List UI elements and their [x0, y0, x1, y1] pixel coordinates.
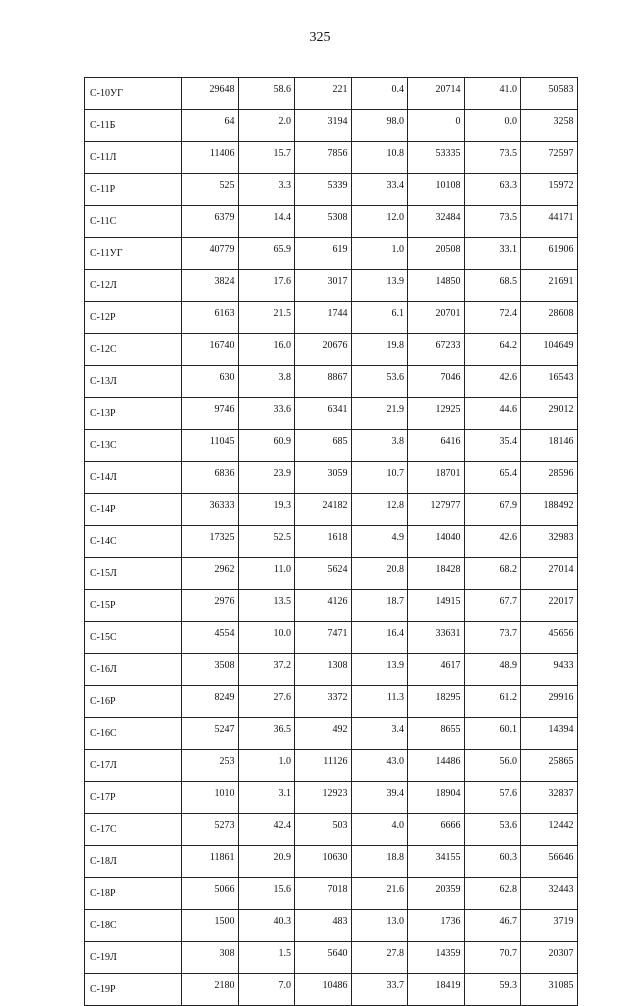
table-row [85, 750, 578, 782]
table-row [85, 974, 578, 1006]
value-cell: 0.4 [351, 78, 408, 110]
value-cell: 5247 [182, 718, 239, 750]
value-cell: 53335 [408, 142, 465, 174]
value-cell: 7856 [295, 142, 352, 174]
value-cell: 5066 [182, 878, 239, 910]
value-cell: 63.3 [464, 174, 521, 206]
value-cell: 34155 [408, 846, 465, 878]
table-row [85, 366, 578, 398]
value-cell: 20701 [408, 302, 465, 334]
value-cell: 7471 [295, 622, 352, 654]
value-cell: 33.1 [464, 238, 521, 270]
value-cell: 1.5 [238, 942, 295, 974]
row-label-cell: С-16С [85, 718, 182, 750]
row-label-cell: С-16Л [85, 654, 182, 686]
row-label-cell: С-19Л [85, 942, 182, 974]
value-cell: 8867 [295, 366, 352, 398]
value-cell: 3.8 [238, 366, 295, 398]
value-cell: 2962 [182, 558, 239, 590]
value-cell: 3194 [295, 110, 352, 142]
value-cell: 4.0 [351, 814, 408, 846]
value-cell: 32983 [521, 526, 578, 558]
page-number: 325 [309, 30, 331, 45]
value-cell: 1010 [182, 782, 239, 814]
value-cell: 14850 [408, 270, 465, 302]
row-label-cell: С-14С [85, 526, 182, 558]
value-cell: 3017 [295, 270, 352, 302]
value-cell: 12.0 [351, 206, 408, 238]
value-cell: 6341 [295, 398, 352, 430]
table-row [85, 814, 578, 846]
value-cell: 73.5 [464, 142, 521, 174]
value-cell: 53.6 [351, 366, 408, 398]
table-row [85, 686, 578, 718]
value-cell: 98.0 [351, 110, 408, 142]
table-row [85, 558, 578, 590]
value-cell: 14915 [408, 590, 465, 622]
value-cell: 11045 [182, 430, 239, 462]
value-cell: 10.7 [351, 462, 408, 494]
value-cell: 61.2 [464, 686, 521, 718]
value-cell: 5624 [295, 558, 352, 590]
value-cell: 42.4 [238, 814, 295, 846]
value-cell: 53.6 [464, 814, 521, 846]
value-cell: 525 [182, 174, 239, 206]
table-row [85, 206, 578, 238]
value-cell: 68.5 [464, 270, 521, 302]
value-cell: 16.0 [238, 334, 295, 366]
value-cell: 4.9 [351, 526, 408, 558]
value-cell: 20.8 [351, 558, 408, 590]
row-label-cell: С-17Л [85, 750, 182, 782]
value-cell: 18146 [521, 430, 578, 462]
value-cell: 18419 [408, 974, 465, 1006]
row-label-cell: С-13Л [85, 366, 182, 398]
value-cell: 12.8 [351, 494, 408, 526]
value-cell: 127977 [408, 494, 465, 526]
value-cell: 29648 [182, 78, 239, 110]
value-cell: 13.9 [351, 270, 408, 302]
value-cell: 27014 [521, 558, 578, 590]
row-label-cell: С-16Р [85, 686, 182, 718]
value-cell: 0 [408, 110, 465, 142]
value-cell: 16543 [521, 366, 578, 398]
value-cell: 3.8 [351, 430, 408, 462]
value-cell: 10486 [295, 974, 352, 1006]
value-cell: 32837 [521, 782, 578, 814]
value-cell: 13.5 [238, 590, 295, 622]
value-cell: 5273 [182, 814, 239, 846]
value-cell: 29916 [521, 686, 578, 718]
value-cell: 20359 [408, 878, 465, 910]
value-cell: 42.6 [464, 366, 521, 398]
value-cell: 12923 [295, 782, 352, 814]
row-label-cell: С-18С [85, 910, 182, 942]
value-cell: 2976 [182, 590, 239, 622]
value-cell: 3372 [295, 686, 352, 718]
value-cell: 6.1 [351, 302, 408, 334]
row-label-cell: С-15С [85, 622, 182, 654]
value-cell: 39.4 [351, 782, 408, 814]
row-label-cell: С-13С [85, 430, 182, 462]
value-cell: 28596 [521, 462, 578, 494]
value-cell: 42.6 [464, 526, 521, 558]
value-cell: 21691 [521, 270, 578, 302]
value-cell: 253 [182, 750, 239, 782]
value-cell: 43.0 [351, 750, 408, 782]
table-row [85, 654, 578, 686]
value-cell: 15.7 [238, 142, 295, 174]
value-cell: 5308 [295, 206, 352, 238]
value-cell: 14359 [408, 942, 465, 974]
value-cell: 12442 [521, 814, 578, 846]
table-row [85, 398, 578, 430]
value-cell: 67.9 [464, 494, 521, 526]
value-cell: 6836 [182, 462, 239, 494]
value-cell: 14.4 [238, 206, 295, 238]
table-row [85, 110, 578, 142]
value-cell: 62.8 [464, 878, 521, 910]
value-cell: 29012 [521, 398, 578, 430]
value-cell: 24182 [295, 494, 352, 526]
value-cell: 11.0 [238, 558, 295, 590]
value-cell: 12925 [408, 398, 465, 430]
table-row [85, 526, 578, 558]
value-cell: 73.7 [464, 622, 521, 654]
table-row [85, 238, 578, 270]
value-cell: 1744 [295, 302, 352, 334]
table-row [85, 622, 578, 654]
value-cell: 17325 [182, 526, 239, 558]
value-cell: 492 [295, 718, 352, 750]
value-cell: 32443 [521, 878, 578, 910]
value-cell: 685 [295, 430, 352, 462]
value-cell: 33.4 [351, 174, 408, 206]
row-label-cell: С-11С [85, 206, 182, 238]
value-cell: 44.6 [464, 398, 521, 430]
value-cell: 56646 [521, 846, 578, 878]
value-cell: 46.7 [464, 910, 521, 942]
value-cell: 3508 [182, 654, 239, 686]
value-cell: 28608 [521, 302, 578, 334]
value-cell: 188492 [521, 494, 578, 526]
value-cell: 3719 [521, 910, 578, 942]
value-cell: 14394 [521, 718, 578, 750]
row-label-cell: С-11Л [85, 142, 182, 174]
value-cell: 11126 [295, 750, 352, 782]
value-cell: 72597 [521, 142, 578, 174]
value-cell: 20508 [408, 238, 465, 270]
value-cell: 1618 [295, 526, 352, 558]
value-cell: 21.5 [238, 302, 295, 334]
table-row [85, 174, 578, 206]
value-cell: 64 [182, 110, 239, 142]
table-row [85, 334, 578, 366]
value-cell: 61906 [521, 238, 578, 270]
value-cell: 16740 [182, 334, 239, 366]
value-cell: 11861 [182, 846, 239, 878]
table-row [85, 142, 578, 174]
value-cell: 8249 [182, 686, 239, 718]
table-row [85, 462, 578, 494]
value-cell: 58.6 [238, 78, 295, 110]
value-cell: 6416 [408, 430, 465, 462]
table-row [85, 846, 578, 878]
table-row [85, 430, 578, 462]
value-cell: 10108 [408, 174, 465, 206]
table-row [85, 270, 578, 302]
value-cell: 3.1 [238, 782, 295, 814]
row-label-cell: С-12Р [85, 302, 182, 334]
value-cell: 64.2 [464, 334, 521, 366]
value-cell: 1500 [182, 910, 239, 942]
row-label-cell: С-18Л [85, 846, 182, 878]
value-cell: 27.6 [238, 686, 295, 718]
value-cell: 23.9 [238, 462, 295, 494]
row-label-cell: С-17Р [85, 782, 182, 814]
row-label-cell: С-14Р [85, 494, 182, 526]
value-cell: 20307 [521, 942, 578, 974]
value-cell: 21.9 [351, 398, 408, 430]
value-cell: 2.0 [238, 110, 295, 142]
value-cell: 27.8 [351, 942, 408, 974]
value-cell: 630 [182, 366, 239, 398]
value-cell: 37.2 [238, 654, 295, 686]
value-cell: 18.7 [351, 590, 408, 622]
table-row [85, 910, 578, 942]
data-table [84, 77, 578, 1006]
value-cell: 13.0 [351, 910, 408, 942]
value-cell: 4126 [295, 590, 352, 622]
row-label-cell: С-14Л [85, 462, 182, 494]
row-label-cell: С-11Б [85, 110, 182, 142]
value-cell: 65.4 [464, 462, 521, 494]
value-cell: 36.5 [238, 718, 295, 750]
value-cell: 10630 [295, 846, 352, 878]
row-label-cell: С-19Р [85, 974, 182, 1006]
value-cell: 35.4 [464, 430, 521, 462]
value-cell: 7018 [295, 878, 352, 910]
value-cell: 483 [295, 910, 352, 942]
row-label-cell: С-18Р [85, 878, 182, 910]
value-cell: 3824 [182, 270, 239, 302]
row-label-cell: С-15Л [85, 558, 182, 590]
value-cell: 6666 [408, 814, 465, 846]
value-cell: 33631 [408, 622, 465, 654]
row-label-cell: С-13Р [85, 398, 182, 430]
value-cell: 68.2 [464, 558, 521, 590]
value-cell: 18701 [408, 462, 465, 494]
value-cell: 619 [295, 238, 352, 270]
value-cell: 5640 [295, 942, 352, 974]
row-label-cell: С-15Р [85, 590, 182, 622]
table-body [85, 78, 578, 1006]
value-cell: 2180 [182, 974, 239, 1006]
value-cell: 56.0 [464, 750, 521, 782]
value-cell: 15.6 [238, 878, 295, 910]
value-cell: 3.3 [238, 174, 295, 206]
value-cell: 11.3 [351, 686, 408, 718]
value-cell: 18.8 [351, 846, 408, 878]
value-cell: 40.3 [238, 910, 295, 942]
value-cell: 48.9 [464, 654, 521, 686]
value-cell: 67.7 [464, 590, 521, 622]
table-row [85, 494, 578, 526]
row-label-cell: С-17С [85, 814, 182, 846]
value-cell: 6163 [182, 302, 239, 334]
value-cell: 3.4 [351, 718, 408, 750]
value-cell: 50583 [521, 78, 578, 110]
value-cell: 1736 [408, 910, 465, 942]
table-row [85, 782, 578, 814]
value-cell: 59.3 [464, 974, 521, 1006]
value-cell: 18428 [408, 558, 465, 590]
value-cell: 57.6 [464, 782, 521, 814]
value-cell: 65.9 [238, 238, 295, 270]
value-cell: 17.6 [238, 270, 295, 302]
value-cell: 1308 [295, 654, 352, 686]
value-cell: 60.9 [238, 430, 295, 462]
value-cell: 503 [295, 814, 352, 846]
value-cell: 60.1 [464, 718, 521, 750]
value-cell: 3258 [521, 110, 578, 142]
value-cell: 31085 [521, 974, 578, 1006]
value-cell: 6379 [182, 206, 239, 238]
value-cell: 7046 [408, 366, 465, 398]
value-cell: 10.8 [351, 142, 408, 174]
row-label-cell: С-10УГ [85, 78, 182, 110]
value-cell: 19.8 [351, 334, 408, 366]
table-row [85, 718, 578, 750]
value-cell: 25865 [521, 750, 578, 782]
value-cell: 3059 [295, 462, 352, 494]
value-cell: 19.3 [238, 494, 295, 526]
value-cell: 5339 [295, 174, 352, 206]
value-cell: 9433 [521, 654, 578, 686]
table-row [85, 942, 578, 974]
value-cell: 7.0 [238, 974, 295, 1006]
value-cell: 73.5 [464, 206, 521, 238]
value-cell: 33.6 [238, 398, 295, 430]
value-cell: 4617 [408, 654, 465, 686]
value-cell: 67233 [408, 334, 465, 366]
value-cell: 22017 [521, 590, 578, 622]
row-label-cell: С-12Л [85, 270, 182, 302]
value-cell: 70.7 [464, 942, 521, 974]
value-cell: 13.9 [351, 654, 408, 686]
value-cell: 14040 [408, 526, 465, 558]
table-row [85, 78, 578, 110]
value-cell: 9746 [182, 398, 239, 430]
value-cell: 221 [295, 78, 352, 110]
value-cell: 40779 [182, 238, 239, 270]
value-cell: 1.0 [351, 238, 408, 270]
value-cell: 18295 [408, 686, 465, 718]
value-cell: 11406 [182, 142, 239, 174]
value-cell: 60.3 [464, 846, 521, 878]
value-cell: 4554 [182, 622, 239, 654]
value-cell: 20676 [295, 334, 352, 366]
value-cell: 15972 [521, 174, 578, 206]
row-label-cell: С-12С [85, 334, 182, 366]
value-cell: 45656 [521, 622, 578, 654]
value-cell: 20.9 [238, 846, 295, 878]
value-cell: 72.4 [464, 302, 521, 334]
value-cell: 41.0 [464, 78, 521, 110]
value-cell: 20714 [408, 78, 465, 110]
row-label-cell: С-11Р [85, 174, 182, 206]
value-cell: 308 [182, 942, 239, 974]
value-cell: 21.6 [351, 878, 408, 910]
row-label-cell: С-11УГ [85, 238, 182, 270]
value-cell: 0.0 [464, 110, 521, 142]
value-cell: 33.7 [351, 974, 408, 1006]
value-cell: 16.4 [351, 622, 408, 654]
value-cell: 52.5 [238, 526, 295, 558]
value-cell: 8655 [408, 718, 465, 750]
value-cell: 104649 [521, 334, 578, 366]
value-cell: 32484 [408, 206, 465, 238]
value-cell: 36333 [182, 494, 239, 526]
value-cell: 18904 [408, 782, 465, 814]
table-row [85, 590, 578, 622]
value-cell: 1.0 [238, 750, 295, 782]
value-cell: 44171 [521, 206, 578, 238]
table-row [85, 302, 578, 334]
value-cell: 14486 [408, 750, 465, 782]
value-cell: 10.0 [238, 622, 295, 654]
